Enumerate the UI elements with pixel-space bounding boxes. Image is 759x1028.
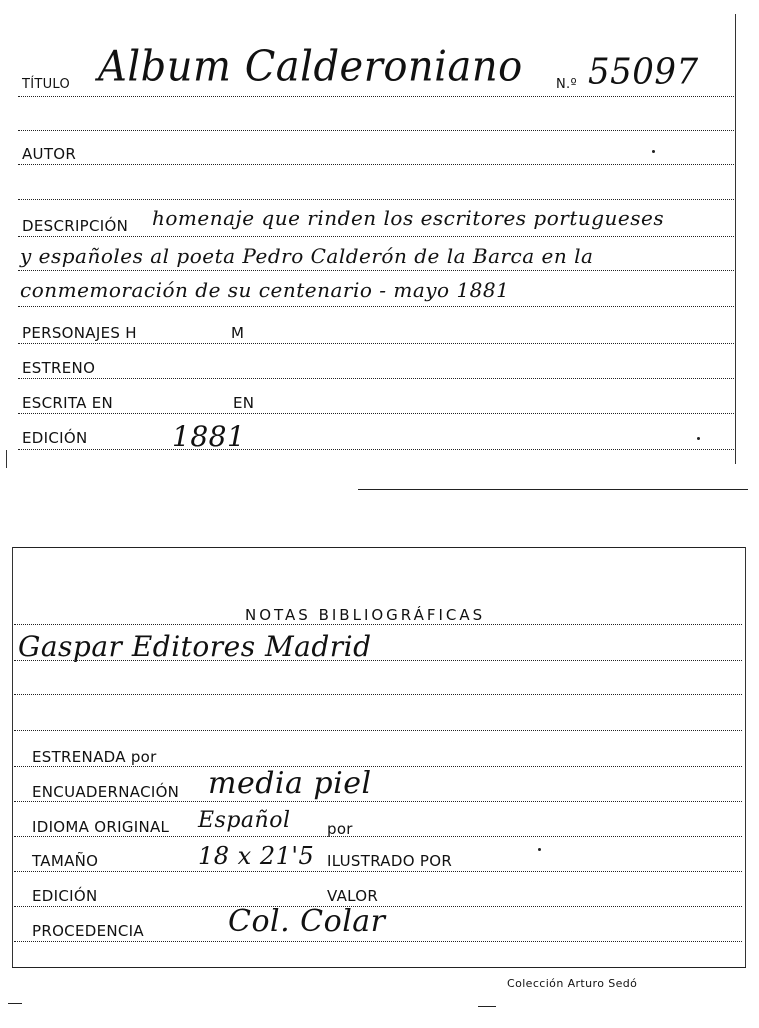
rule-edicion-top xyxy=(18,449,734,450)
card-bottom-right-border xyxy=(745,547,746,967)
label-edicion-bottom: EDICIÓN xyxy=(32,887,98,905)
card-top-left-tick xyxy=(6,450,7,468)
rule-titulo xyxy=(18,96,734,97)
label-procedencia: PROCEDENCIA xyxy=(32,922,144,940)
notes-title: NOTAS BIBLIOGRÁFICAS xyxy=(245,606,486,624)
rule-idioma-original xyxy=(14,836,742,837)
value-descripcion-line3: conmemoración de su centenario - mayo 1881 xyxy=(20,278,510,302)
rule-procedencia xyxy=(14,941,742,942)
rule-encuadernacion xyxy=(14,801,742,802)
card-bottom-bottom-edge xyxy=(12,967,746,968)
label-edicion-top: EDICIÓN xyxy=(22,429,88,447)
rule-descripcion-2 xyxy=(18,270,734,271)
label-escrita-en: ESCRITA EN xyxy=(22,394,114,412)
card-top-bottom-edge xyxy=(358,489,748,490)
value-descripcion-line2: y españoles al poeta Pedro Calderón de la Barca en la xyxy=(20,244,594,268)
rule-descripcion-1 xyxy=(18,236,734,237)
rule-notes-1 xyxy=(14,624,742,625)
label-descripcion: DESCRIPCIÓN xyxy=(22,217,129,235)
rule-personajes xyxy=(18,343,734,344)
label-idioma-original: IDIOMA ORIGINAL xyxy=(32,818,170,836)
value-descripcion-line1: homenaje que rinden los escritores portugueses xyxy=(152,206,665,230)
label-titulo: TÍTULO xyxy=(22,77,71,92)
collection-stamp: Colección Arturo Sedó xyxy=(507,977,638,990)
rule-descripcion-3 xyxy=(18,306,734,307)
rule-blank-2 xyxy=(18,199,734,200)
rule-notes-3 xyxy=(14,694,742,695)
label-personajes-h: PERSONAJES H xyxy=(22,324,137,342)
label-estrenada-por: ESTRENADA por xyxy=(32,748,157,766)
rule-tamano xyxy=(14,871,742,872)
label-tamano: TAMAÑO xyxy=(32,852,99,870)
rule-notes-2 xyxy=(14,660,742,661)
rule-estreno xyxy=(18,378,734,379)
value-notes-line1: Gaspar Editores Madrid xyxy=(18,630,372,663)
value-encuadernacion: media piel xyxy=(208,766,372,801)
value-edicion-top: 1881 xyxy=(172,420,246,453)
card-bottom-left-border xyxy=(12,547,13,967)
rule-escrita-en xyxy=(18,413,734,414)
rule-notes-4 xyxy=(14,730,742,731)
ink-speck xyxy=(697,437,700,440)
ink-speck xyxy=(652,150,655,153)
value-tamano: 18 x 21'5 xyxy=(198,842,315,870)
label-idioma-por: por xyxy=(327,820,353,838)
label-valor: VALOR xyxy=(327,887,379,905)
rule-estrenada-por xyxy=(14,766,742,767)
ink-speck xyxy=(538,848,541,851)
value-titulo: Album Calderoniano xyxy=(98,42,523,92)
label-personajes-m: M xyxy=(231,324,245,342)
card-bottom-top-edge xyxy=(12,547,746,548)
rule-autor xyxy=(18,164,734,165)
bottom-margin-mark xyxy=(8,1003,22,1004)
rule-blank-1 xyxy=(18,130,734,131)
label-ilustrado-por: ILUSTRADO POR xyxy=(327,852,453,870)
label-estreno: ESTRENO xyxy=(22,359,96,377)
bottom-margin-mark-right xyxy=(478,1006,496,1007)
value-procedencia: Col. Colar xyxy=(228,904,386,939)
label-encuadernacion: ENCUADERNACIÓN xyxy=(32,783,180,801)
value-idioma-original: Español xyxy=(198,808,291,833)
label-escrita-en-2: EN xyxy=(233,394,255,412)
card-top-right-border xyxy=(735,14,736,464)
label-autor: AUTOR xyxy=(22,145,77,163)
value-numero: 55097 xyxy=(588,51,699,93)
label-numero: N.º xyxy=(556,77,577,92)
